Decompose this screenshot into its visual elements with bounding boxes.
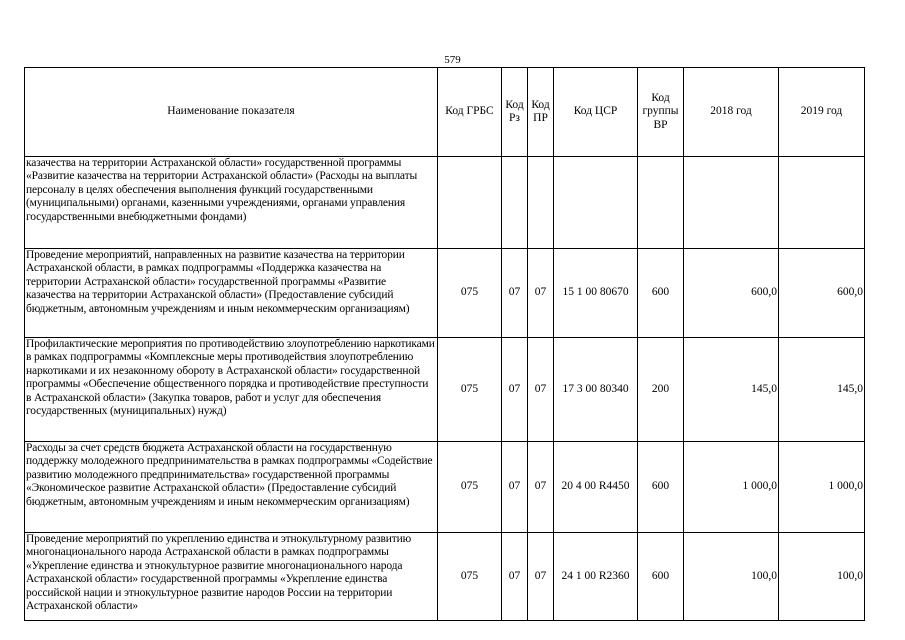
budget-table (24, 67, 865, 621)
row-name: Профилактические мероприятия по противодействию злоупотреблению наркотиками в рамках подпрограммы «Комплексные меры противодействия злоупотреблению наркотиками и их незаконному обороту в Астраханской области» государственной программы «Обеспечение общественного порядка и противодействие преступности в Астраханской области» (Закупка товаров, работ и услуг для обеспечения государственных (муниципальных) нужд) (25, 338, 438, 442)
row-rz: 07 (502, 338, 528, 442)
table-row (25, 442, 865, 533)
header-rz: Код Рз (502, 68, 528, 157)
row-grbs (438, 157, 502, 249)
row-grbs: 075 (438, 249, 502, 338)
row-pr (528, 157, 554, 249)
row-2018: 1 000,0 (684, 442, 779, 533)
row-rz: 07 (502, 442, 528, 533)
row-csr: 17 3 00 80340 (554, 338, 638, 442)
row-name: Проведение мероприятий по укреплению единства и этнокультурному развитию многонационального народа Астраханской области в рамках подпрограммы «Укрепление единства и этнокультурное развитие многонационального народа Астраханской области» государственной программы «Укрепление единства российской нации и этнокультурное развитие народов России на территории Астраханской области» (25, 533, 438, 621)
page-number: 579 (444, 54, 461, 66)
row-rz: 07 (502, 249, 528, 338)
row-name: Расходы за счет средств бюджета Астраханской области на государственную поддержку молодежного предпринимательства в рамках подпрограммы «Содействие развитию молодежного предпринимательства» государственной программы «Экономическое развитие Астраханской области» (Предоставление субсидий бюджетным, автономным учреждениям и иным некоммерческим организациям) (25, 442, 438, 533)
row-2018: 145,0 (684, 338, 779, 442)
header-grbs: Код ГРБС (438, 68, 502, 157)
row-2018: 600,0 (684, 249, 779, 338)
row-csr: 20 4 00 R4450 (554, 442, 638, 533)
row-vr (638, 157, 684, 249)
row-vr: 600 (638, 533, 684, 621)
table-row (25, 338, 865, 442)
row-2019: 1 000,0 (779, 442, 865, 533)
header-pr: Код ПР (528, 68, 554, 157)
row-pr: 07 (528, 442, 554, 533)
row-grbs: 075 (438, 442, 502, 533)
row-2018: 100,0 (684, 533, 779, 621)
row-vr: 600 (638, 442, 684, 533)
row-name: казачества на территории Астраханской области» государственной программы «Развитие казачества на территории Астраханской области» (Расходы на выплаты персоналу в целях обеспечения выполнения функций государственными (муниципальными) органами, казенными учреждениями, органами управления государственными внебюджетными фондами) (25, 157, 438, 249)
header-2018: 2018 год (684, 68, 779, 157)
row-grbs: 075 (438, 533, 502, 621)
header-row (25, 68, 865, 157)
header-name: Наименование показателя (25, 68, 438, 157)
row-pr: 07 (528, 533, 554, 621)
row-pr: 07 (528, 338, 554, 442)
row-rz: 07 (502, 533, 528, 621)
row-grbs: 075 (438, 338, 502, 442)
row-2019 (779, 157, 865, 249)
row-vr: 200 (638, 338, 684, 442)
row-rz (502, 157, 528, 249)
row-pr: 07 (528, 249, 554, 338)
row-vr: 600 (638, 249, 684, 338)
header-vr: Код группы ВР (638, 68, 684, 157)
row-2018 (684, 157, 779, 249)
row-name: Проведение мероприятий, направленных на развитие казачества на территории Астраханской области, в рамках подпрограммы «Поддержка казачества на территории Астраханской области» государственной программы «Развитие казачества на территории Астраханской области» (Предоставление субсидий бюджетным, автономным учреждениям и иным некоммерческим организациям) (25, 249, 438, 338)
row-csr: 24 1 00 R2360 (554, 533, 638, 621)
header-2019: 2019 год (779, 68, 865, 157)
header-csr: Код ЦСР (554, 68, 638, 157)
row-2019: 100,0 (779, 533, 865, 621)
row-csr (554, 157, 638, 249)
row-2019: 145,0 (779, 338, 865, 442)
table-row (25, 533, 865, 621)
row-2019: 600,0 (779, 249, 865, 338)
table-row (25, 157, 865, 249)
row-csr: 15 1 00 80670 (554, 249, 638, 338)
table-row (25, 249, 865, 338)
